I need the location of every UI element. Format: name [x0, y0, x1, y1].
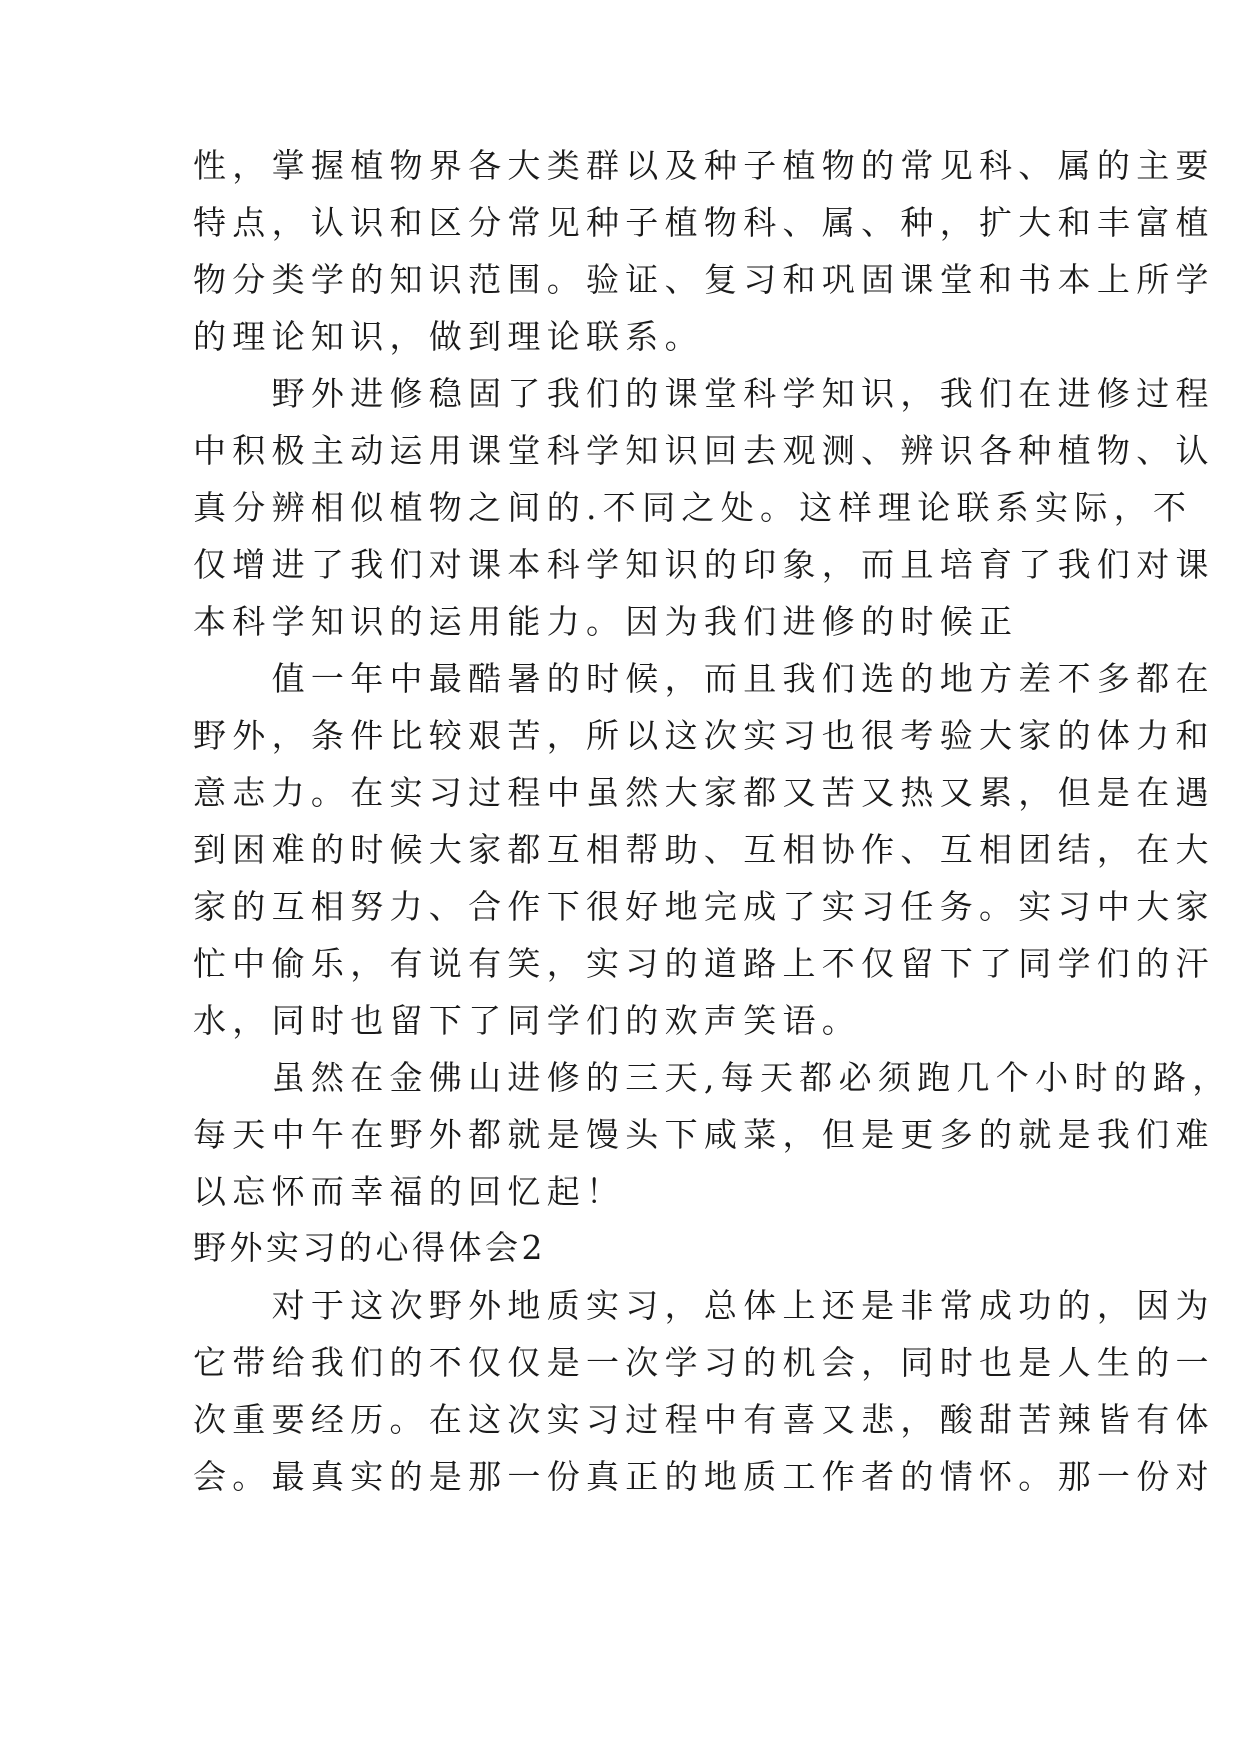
- text-line: 每天中午在野外都就是馒头下咸菜，但是更多的就是我们难: [193, 1115, 1215, 1154]
- text-line: 忙中偷乐，有说有笑，实习的道路上不仅留下了同学们的汗: [193, 944, 1215, 983]
- text-line: 到困难的时候大家都互相帮助、互相协作、互相团结，在大: [193, 830, 1215, 869]
- text-line: 意志力。在实习过程中虽然大家都又苦又热又累，但是在遇: [193, 773, 1215, 812]
- text-line: 物分类学的知识范围。验证、复习和巩固课堂和书本上所学: [193, 260, 1215, 299]
- text-line: 的理论知识，做到理论联系。: [193, 317, 704, 356]
- text-line: 野外进修稳固了我们的课堂科学知识，我们在进修过程: [193, 374, 1215, 413]
- text-line: 家的互相努力、合作下很好地完成了实习任务。实习中大家: [193, 887, 1215, 926]
- text-line: 性，掌握植物界各大类群以及种子植物的常见科、属的主要: [193, 146, 1215, 185]
- text-line: 野外，条件比较艰苦，所以这次实习也很考验大家的体力和: [193, 716, 1215, 755]
- text-line: 中积极主动运用课堂科学知识回去观测、辨识各种植物、认: [193, 431, 1215, 470]
- section-heading: 野外实习的心得体会2: [193, 1228, 546, 1267]
- text-line: 值一年中最酷暑的时候，而且我们选的地方差不多都在: [193, 659, 1215, 698]
- text-line: 次重要经历。在这次实习过程中有喜又悲，酸甜苦辣皆有体: [193, 1400, 1215, 1439]
- text-line: 特点，认识和区分常见种子植物科、属、种，扩大和丰富植: [193, 203, 1215, 242]
- text-line: 真分辨相似植物之间的.不同之处。这样理论联系实际，不: [193, 488, 1193, 527]
- text-line: 以忘怀而幸福的回忆起！: [193, 1172, 626, 1211]
- text-line: 对于这次野外地质实习，总体上还是非常成功的，因为: [193, 1286, 1215, 1325]
- text-line: 本科学知识的运用能力。因为我们进修的时候正: [193, 602, 1019, 641]
- text-line: 水，同时也留下了同学们的欢声笑语。: [193, 1001, 862, 1040]
- text-line: 虽然在金佛山进修的三天,每天都必须跑几个小时的路，: [193, 1058, 1232, 1097]
- text-line: 它带给我们的不仅仅是一次学习的机会，同时也是人生的一: [193, 1343, 1215, 1382]
- text-line: 仅增进了我们对课本科学知识的印象，而且培育了我们对课: [193, 545, 1215, 584]
- text-line: 会。最真实的是那一份真正的地质工作者的情怀。那一份对: [193, 1457, 1215, 1496]
